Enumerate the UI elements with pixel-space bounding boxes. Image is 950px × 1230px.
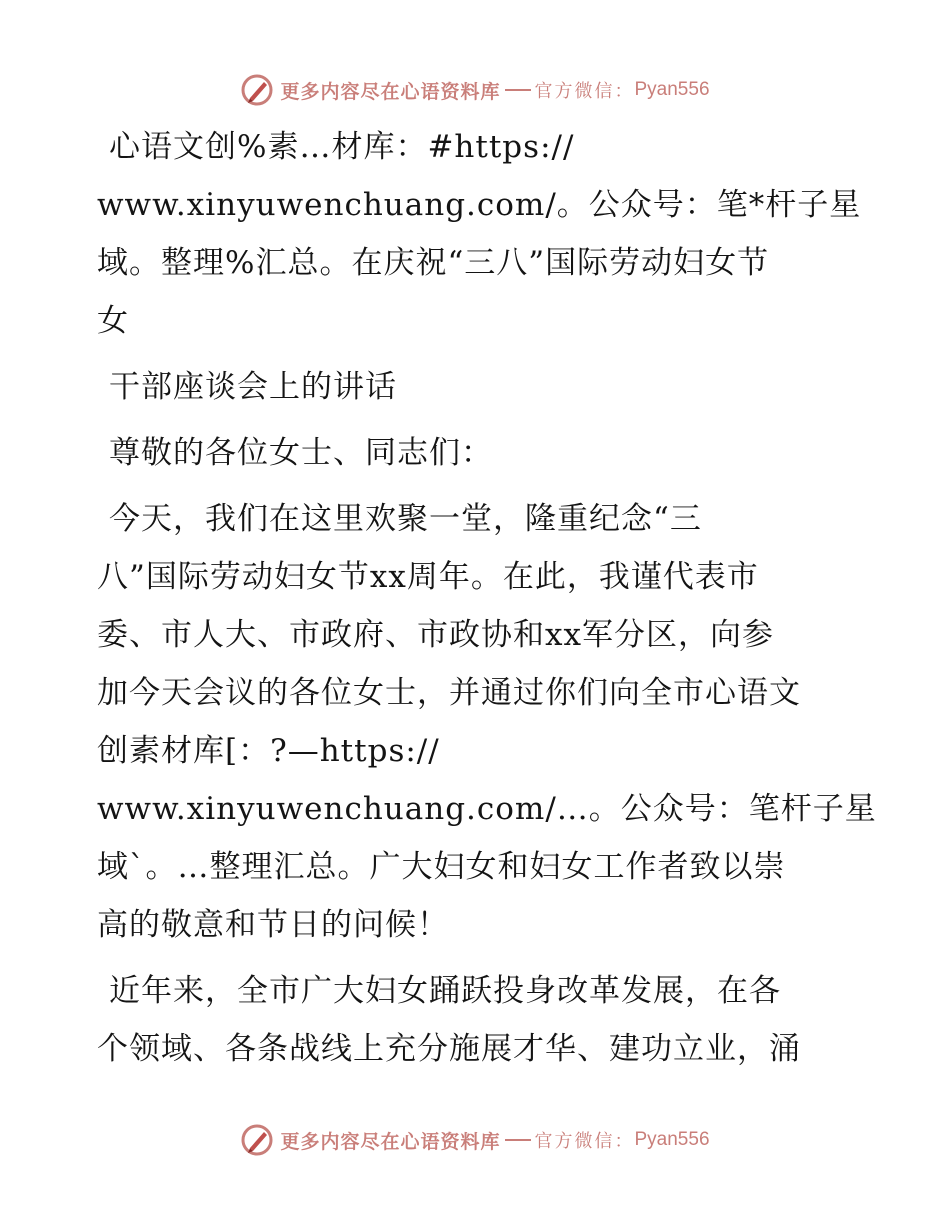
text-line: www.xinyuwenchuang.com/…。公众号：笔杆子星 (97, 791, 877, 827)
text-line: 域`。…整理汇总。广大妇女和妇女工作者致以崇 (97, 849, 786, 885)
header-banner (0, 70, 950, 110)
banner-wechat-id: Pyan556 (634, 1129, 710, 1150)
pen-logo-icon (240, 1123, 274, 1157)
text-line: 心语文创%素…材库：#https:// (109, 129, 575, 165)
text-line: 高的敬意和节日的问候！ (97, 907, 449, 943)
footer-banner (0, 1120, 950, 1160)
banner-wechat-id: Pyan556 (634, 79, 710, 100)
text-line: www.xinyuwenchuang.com/。公众号：笔*杆子星 (97, 187, 862, 223)
document-body (97, 118, 897, 1078)
text-line: 创素材库[：?—https:// (97, 733, 440, 769)
pen-logo-icon (240, 73, 274, 107)
salutation: 尊敬的各位女士、同志们： (109, 435, 493, 471)
text-line: 委、市人大、市政府、市政协和xx军分区，向参 (97, 617, 774, 653)
banner-wechat-label: 官方微信： (534, 81, 635, 102)
banner-title: 更多内容尽在心语资料库 (280, 1130, 501, 1153)
text-line: 近年来，全市广大妇女踊跃投身改革发展，在各 (109, 973, 781, 1009)
banner-dash (505, 1139, 531, 1141)
banner-title: 更多内容尽在心语资料库 (280, 80, 501, 103)
banner-wechat-label: 官方微信： (534, 1131, 635, 1152)
text-line: 域。整理%汇总。在庆祝“三八”国际劳动妇女节 (97, 245, 770, 281)
speech-title: 干部座谈会上的讲话 (109, 369, 397, 405)
text-line: 女 (97, 303, 129, 339)
banner-dash (505, 89, 531, 91)
text-line: 今天，我们在这里欢聚一堂，隆重纪念“三 (109, 501, 702, 537)
text-line: 个领域、各条战线上充分施展才华、建功立业，涌 (97, 1031, 801, 1067)
text-line: 加今天会议的各位女士，并通过你们向全市心语文 (97, 675, 801, 711)
text-line: 八”国际劳动妇女节xx周年。在此，我谨代表市 (97, 559, 759, 595)
